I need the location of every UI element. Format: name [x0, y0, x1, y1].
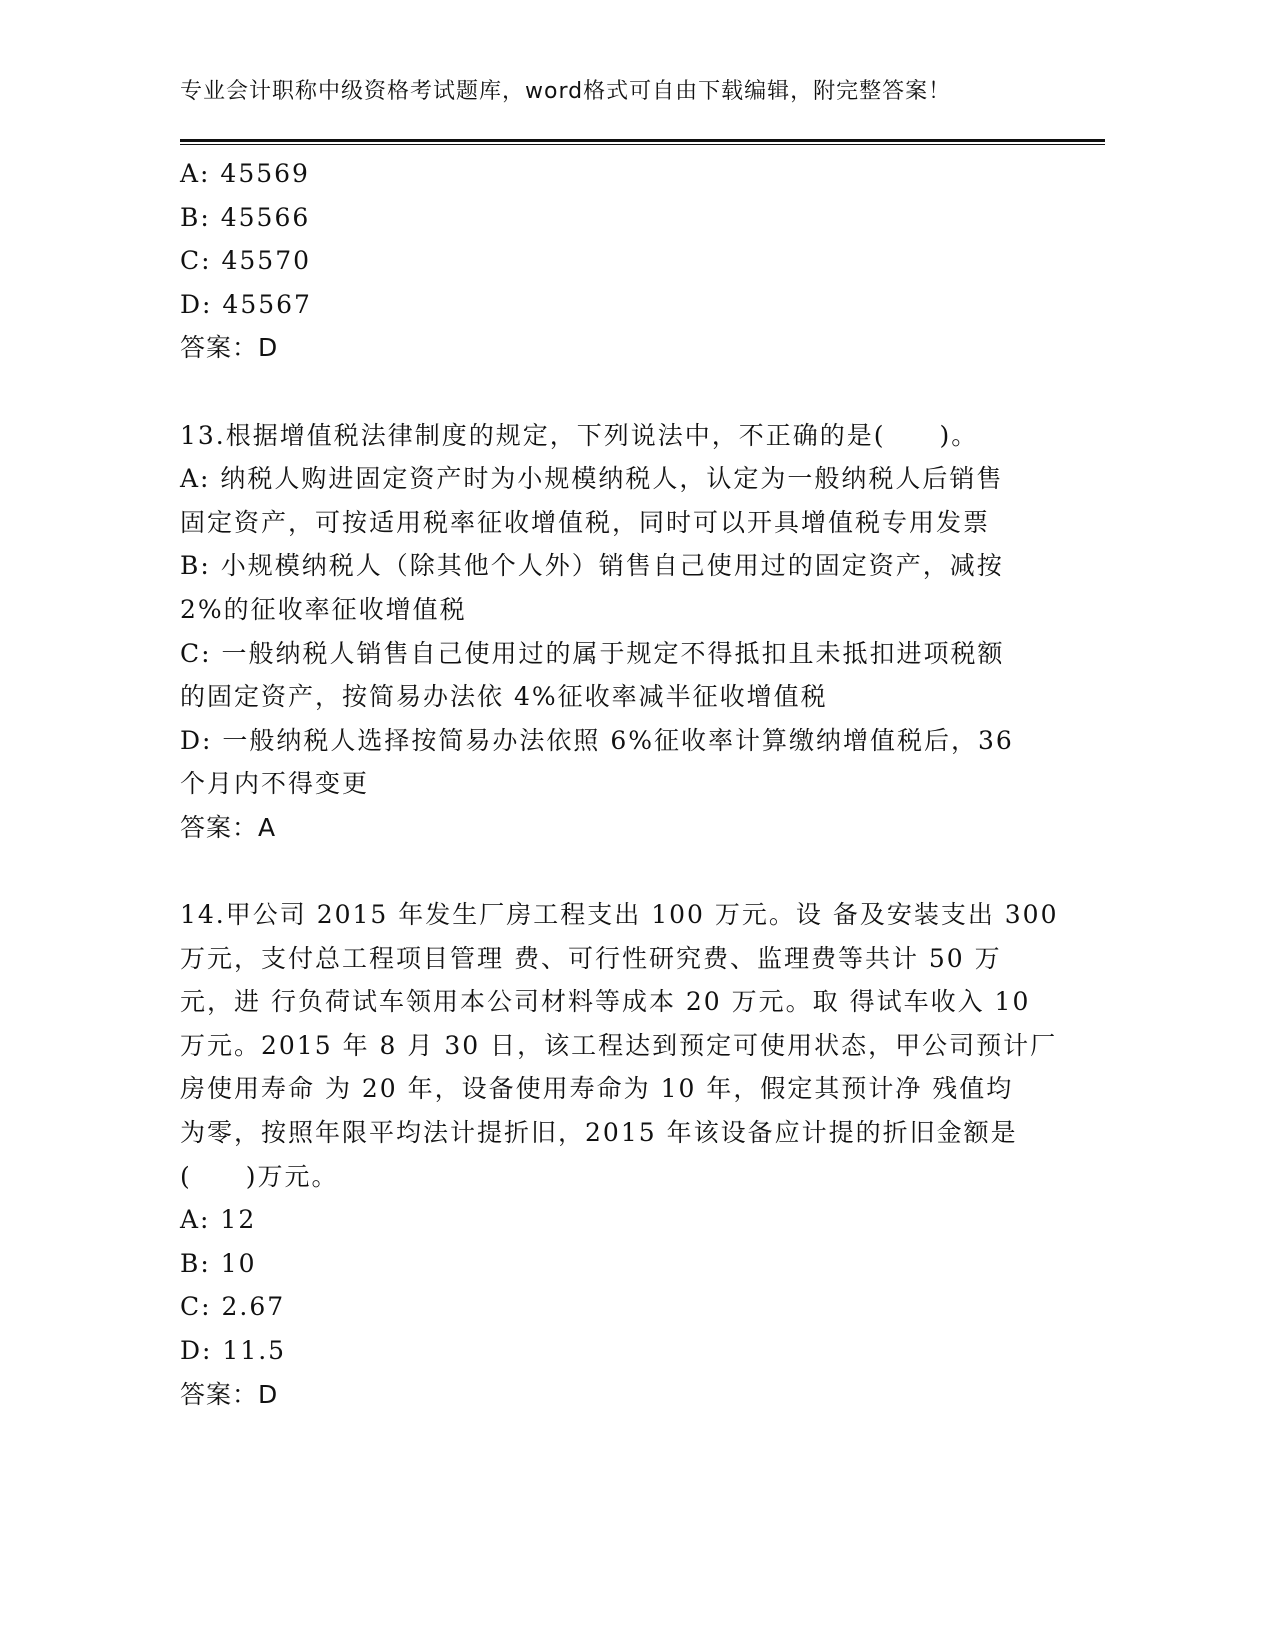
q14-option-d: D: 11.5	[180, 1336, 287, 1366]
q14-option-a: A: 12	[180, 1205, 257, 1235]
q12-answer: 答案：D	[180, 333, 279, 363]
q13-text-line: 的固定资产，按简易办法依 4%征收率减半征收增值税	[180, 682, 828, 712]
question-13-block	[180, 414, 1040, 850]
question-14-block	[180, 893, 1059, 1416]
q13-text-line: 固定资产，可按适用税率征收增值税，同时可以开具增值税专用发票	[180, 507, 991, 537]
q13-text-line: B: 小规模纳税人（除其他个人外）销售自己使用过的固定资产，减按	[180, 551, 1004, 581]
q13-text-line: D: 一般纳税人选择按简易办法依照 6%征收率计算缴纳增值税后，36	[180, 725, 1014, 755]
q12-option-c: C: 45570	[180, 246, 312, 276]
q13-stem: 13.根据增值税法律制度的规定，下列说法中，不正确的是( )。	[180, 420, 979, 450]
document-body	[180, 152, 1059, 1416]
q12-option-a: A: 45569	[180, 159, 310, 188]
q14-stem-line: 元，进 行负荷试车领用本公司材料等成本 20 万元。取 得试车收入 10	[180, 987, 1031, 1017]
q14-stem-line: 14.甲公司 2015 年发生厂房工程支出 100 万元。设 备及安装支出 300	[180, 900, 1059, 930]
q12-option-d: D: 45567	[180, 289, 312, 319]
header-rule-thin	[180, 144, 1105, 145]
q14-option-c: C: 2.67	[180, 1292, 286, 1322]
q13-text-line: C: 一般纳税人销售自己使用过的属于规定不得抵扣且未抵扣进项税额	[180, 638, 1005, 668]
q13-answer: 答案：A	[180, 812, 277, 842]
q13-text-line: 2%的征收率征收增值税	[180, 594, 467, 624]
q13-text-line: 个月内不得变更	[180, 769, 370, 799]
question-12-block	[180, 152, 1040, 370]
q14-stem-line: 万元。2015 年 8 月 30 日，该工程达到预定可使用状态，甲公司预计厂	[180, 1030, 1058, 1060]
q13-text-line: A: 纳税人购进固定资产时为小规模纳税人，认定为一般纳税人后销售	[180, 464, 1004, 494]
header-rule-thick	[180, 139, 1105, 142]
q12-option-b: B: 45566	[180, 202, 311, 232]
q14-stem-line: ( )万元。	[180, 1161, 339, 1191]
spacer	[180, 850, 1040, 894]
q14-stem-line: 为零，按照年限平均法计提折旧，2015 年该设备应计提的折旧金额是	[180, 1118, 1018, 1148]
q14-stem-line: 万元，支付总工程项目管理 费、可行性研究费、监理费等共计 50 万	[180, 943, 1002, 973]
q14-answer: 答案：D	[180, 1379, 279, 1409]
spacer	[180, 370, 1040, 414]
q14-stem-line: 房使用寿命 为 20 年，设备使用寿命为 10 年，假定其预计净 残值均	[180, 1074, 1014, 1104]
q14-option-b: B: 10	[180, 1248, 257, 1278]
page-header: 专业会计职称中级资格考试题库，word格式可自由下载编辑，附完整答案！	[180, 79, 952, 104]
